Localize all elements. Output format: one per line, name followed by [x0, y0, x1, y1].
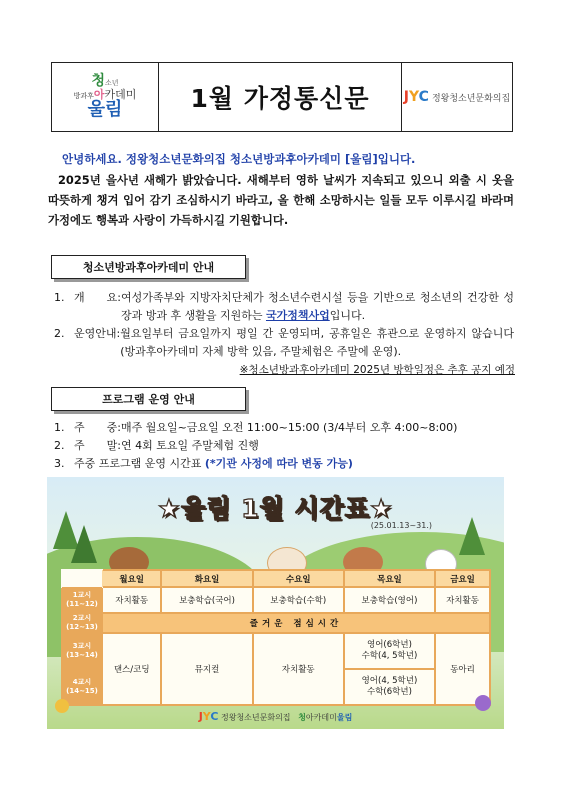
logo-text: 청	[91, 73, 105, 90]
section2-list	[54, 419, 514, 473]
table-cell: 자치활동	[253, 633, 344, 705]
table-row	[62, 587, 490, 613]
lunch-cell: 즐거운 점심시간	[102, 613, 490, 633]
day-header: 월요일	[102, 570, 161, 587]
jyc-logo: JYC	[198, 710, 219, 723]
item-number: 2.	[54, 327, 65, 340]
period-name: 2교시	[72, 614, 92, 622]
flower-icon	[475, 695, 491, 711]
page-title: 1월 가정통신문	[159, 63, 402, 131]
logo-text: 청	[298, 713, 306, 722]
period-time: (13~14)	[66, 651, 98, 659]
table-cell: 자치활동	[435, 587, 490, 613]
logo-text: 아카데미	[305, 713, 337, 722]
table-cell: 자치활동	[102, 587, 161, 613]
logo-text: 방과후	[73, 92, 94, 101]
org-name: 정왕청소년문화의집	[220, 713, 291, 722]
logo-text: 아	[93, 88, 105, 102]
intro-paragraph: 2025년 을사년 새해가 밝았습니다. 새해부터 영하 날씨가 지속되고 있으니 외출 시 옷을 따뜻하게 챙겨 입어 감기 조심하시기 바라고, 올 한해 소망하시는 일들 모두 이루시길 바라며 가정에도 행복과 사랑이 가득하시길 기원합니다.	[48, 173, 514, 227]
day-header: 수요일	[253, 570, 344, 587]
highlight-text: (*기관 사정에 따라 변동 가능)	[204, 457, 353, 470]
text-segment: 주중 프로그램 운영 시간표	[74, 457, 205, 470]
period-cell	[62, 587, 102, 613]
jyc-logo: JYC	[403, 89, 429, 105]
item-number: 1.	[54, 291, 65, 304]
table-row	[62, 613, 490, 633]
day-header: 목요일	[344, 570, 435, 587]
table-cell: 댄스/코딩	[102, 633, 161, 705]
list-item	[54, 419, 514, 437]
section-title: 청소년방과후아카데미 안내	[51, 255, 246, 279]
corner-cell	[62, 570, 102, 587]
item-number: 1.	[54, 421, 65, 434]
org-logo	[402, 63, 512, 131]
logo-text: 카데미	[104, 88, 137, 102]
day-header: 화요일	[161, 570, 252, 587]
text-segment: 입니다.	[329, 309, 366, 322]
logo-text: 울림	[87, 98, 123, 120]
item-label: 운영안내:	[74, 327, 121, 340]
text-segment: 여성가족부와 지방자치단체가 청소년수련시설 등을 기반으로 청소년의 건강한 성장과 방과 후 생활을 지원하는	[120, 291, 514, 322]
section-title: 프로그램 운영 안내	[51, 387, 246, 411]
table-row	[62, 633, 490, 669]
timetable-poster	[47, 477, 504, 729]
item-text: 매주 월요일~금요일 오전 11:00~15:00 (3/4부터 오후 4:00~8:00)	[120, 421, 458, 434]
item-text: 연 4회 토요일 주말체험 진행	[120, 439, 259, 452]
period-cell	[62, 633, 102, 669]
day-header: 금요일	[435, 570, 490, 587]
timetable-date: (25.01.13~31.)	[370, 521, 432, 530]
logo-text: 울림	[336, 713, 353, 722]
period-name: 3교시	[72, 642, 92, 650]
item-text: 월요일부터 금요일까지 평일 간 운영되며, 공휴일은 휴관으로 운영하지 않습니다(방과후아카데미 자체 방학 있음, 주말체험은 주말에 운영).	[120, 327, 514, 358]
highlight-text: 국가정책사업	[265, 309, 330, 322]
table-row	[62, 570, 490, 587]
period-name: 1교시	[72, 591, 92, 599]
table-cell: 영어(6학년) 수학(4, 5학년)	[344, 633, 435, 669]
logo-text: 소년	[105, 79, 119, 88]
period-cell	[62, 669, 102, 705]
period-name: 4교시	[72, 678, 92, 686]
item-label: 개 요:	[74, 291, 121, 304]
list-item	[54, 325, 514, 361]
period-time: (11~12)	[66, 600, 98, 608]
period-time: (14~15)	[66, 687, 98, 695]
table-cell: 보충학습(수학)	[253, 587, 344, 613]
table-cell: 보충학습(국어)	[161, 587, 252, 613]
item-label: 주 말:	[74, 439, 121, 452]
list-item	[54, 455, 514, 473]
vacation-note: ※청소년방과후아카데미 2025년 방학일정은 추후 공지 예정	[239, 364, 515, 376]
academy-logo	[52, 63, 159, 131]
item-label: 주 중:	[74, 421, 121, 434]
table-cell: 동아리	[435, 633, 490, 705]
tree-icon	[71, 525, 97, 563]
org-name: 정왕청소년문화의집	[431, 93, 511, 104]
schedule-table	[61, 569, 491, 706]
section1-list	[54, 289, 514, 361]
period-time: (12~13)	[66, 623, 98, 631]
list-item	[54, 437, 514, 455]
item-text	[74, 455, 514, 473]
table-cell: 뮤지컬	[161, 633, 252, 705]
timetable-footer	[47, 710, 504, 723]
item-text	[121, 289, 514, 325]
item-number: 3.	[54, 457, 65, 470]
period-cell	[62, 613, 102, 633]
header-box	[51, 62, 513, 132]
item-number: 2.	[54, 439, 65, 452]
greeting: 안녕하세요. 정왕청소년문화의집 청소년방과후아카데미 [울림]입니다.	[62, 152, 416, 166]
timetable-title: ★울림 1월 시간표★	[157, 494, 394, 523]
list-item	[54, 289, 514, 325]
table-cell: 보충학습(영어)	[344, 587, 435, 613]
table-cell: 영어(4, 5학년) 수학(6학년)	[344, 669, 435, 705]
